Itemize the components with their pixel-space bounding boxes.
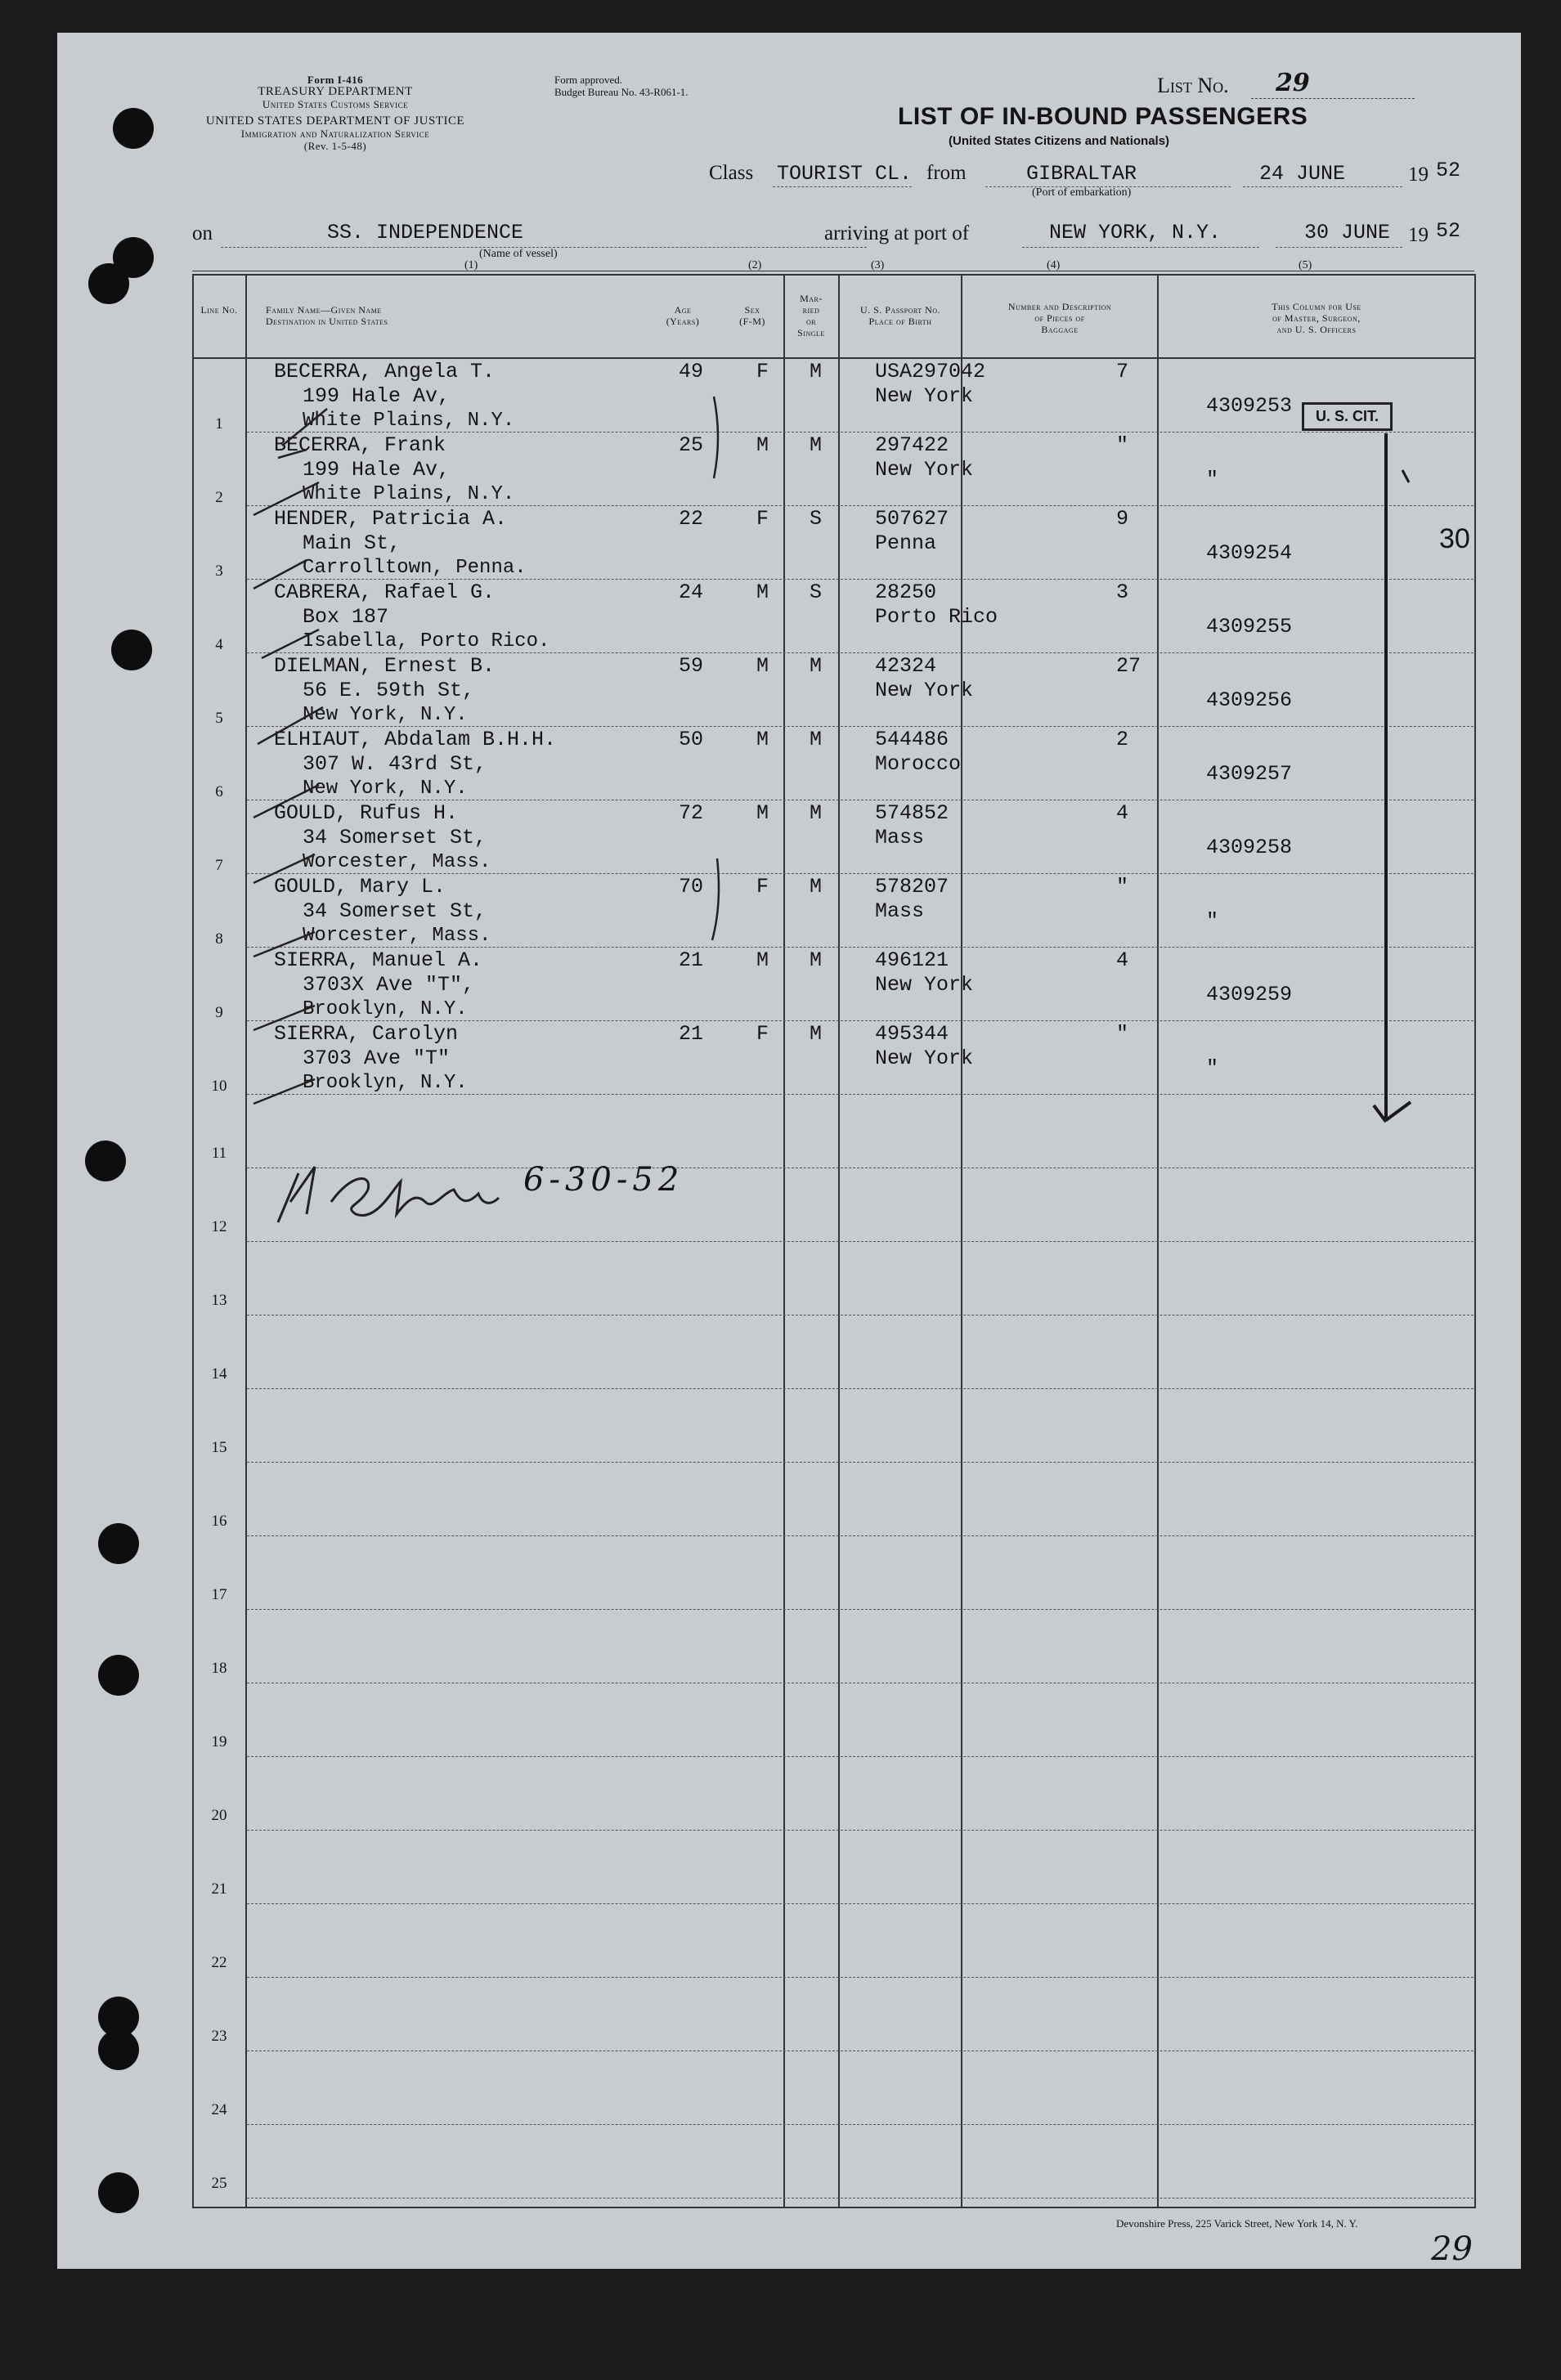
punch-hole <box>98 2172 139 2213</box>
header-age: Age (Years) <box>666 304 700 327</box>
passenger-address-1: 199 Hale Av, <box>303 458 451 482</box>
embark-port: GIBRALTAR <box>1026 162 1137 186</box>
baggage-count: 4 <box>1116 801 1129 825</box>
passenger-name: BECERRA, Frank <box>274 433 446 457</box>
row-rule <box>247 1609 1474 1610</box>
line-number: 14 <box>211 1365 227 1383</box>
passenger-name: HENDER, Patricia A. <box>274 507 508 531</box>
document-subtitle: (United States Citizens and Nationals) <box>949 134 1170 148</box>
officer-number: 4309258 <box>1206 836 1293 859</box>
passenger-sex: F <box>756 875 769 899</box>
form-revision: (Rev. 1-5-48) <box>303 140 367 152</box>
document-title: LIST OF IN-BOUND PASSENGERS <box>898 103 1308 130</box>
passport-number: 28250 <box>875 580 937 604</box>
punch-hole <box>98 2029 139 2070</box>
passenger-address-1: 56 E. 59th St, <box>303 679 475 702</box>
header-baggage: Number and Description of Pieces of Baggage <box>1007 301 1112 335</box>
place-of-birth: Penna <box>875 531 937 555</box>
arrival-port-underline <box>1022 247 1259 248</box>
passenger-age: 50 <box>679 728 704 751</box>
header-passport: U. S. Passport No. Place of Birth <box>859 304 941 327</box>
passenger-age: 59 <box>679 654 704 678</box>
header-married: Mar- ried or Single <box>797 293 825 338</box>
place-of-birth: Mass <box>875 826 925 849</box>
passport-number: 574852 <box>875 801 949 825</box>
row-rule <box>247 1241 1474 1242</box>
line-number: 9 <box>215 1004 223 1021</box>
passenger-age: 21 <box>679 1022 704 1046</box>
place-of-birth: New York <box>875 679 974 702</box>
passenger-address-1: 34 Somerset St, <box>303 899 487 923</box>
passenger-sex: M <box>756 801 769 825</box>
baggage-count: 9 <box>1116 507 1129 531</box>
row-rule <box>247 1462 1474 1463</box>
passenger-address-2: White Plains, N.Y. <box>303 483 515 505</box>
passenger-address-1: Main St, <box>303 531 401 555</box>
line-number: 13 <box>211 1292 227 1309</box>
place-of-birth: Morocco <box>875 752 962 776</box>
line-number: 24 <box>211 2101 227 2118</box>
col-divider-baggage <box>1157 274 1159 2207</box>
passenger-address-1: 199 Hale Av, <box>303 384 451 408</box>
embark-port-caption: (Port of embarkation) <box>1032 186 1132 199</box>
header-officers: This Column for Use of Master, Surgeon, and U. S. Officers <box>1272 301 1361 335</box>
place-of-birth: Porto Rico <box>875 605 998 629</box>
passenger-name: SIERRA, Carolyn <box>274 1022 459 1046</box>
line-number: 25 <box>211 2175 227 2192</box>
margin-number: 30 <box>1439 523 1470 554</box>
row-rule <box>247 1388 1474 1389</box>
passenger-age: 25 <box>679 433 704 457</box>
list-label: List No. <box>1157 74 1229 97</box>
officer-number: 4309253 <box>1206 394 1293 418</box>
place-of-birth: Mass <box>875 899 925 923</box>
punch-hole <box>88 263 129 304</box>
row-rule <box>247 1535 1474 1536</box>
baggage-count: 27 <box>1116 654 1142 678</box>
line-number: 2 <box>215 489 223 506</box>
header-line-no: Line No. <box>200 304 238 316</box>
baggage-count: " <box>1116 1022 1129 1046</box>
officer-number: 4309259 <box>1206 983 1293 1006</box>
col-divider-passport <box>961 274 962 2207</box>
passenger-name: GOULD, Rufus H. <box>274 801 459 825</box>
line-number: 4 <box>215 636 223 653</box>
passenger-sex: F <box>756 360 769 383</box>
passenger-age: 72 <box>679 801 704 825</box>
passenger-marital-status: M <box>810 948 823 972</box>
passenger-name: BECERRA, Angela T. <box>274 360 496 383</box>
line-number: 20 <box>211 1807 227 1824</box>
col-number-1: (1) <box>464 259 478 271</box>
row-rule <box>247 1756 1474 1757</box>
list-number: 29 <box>1276 69 1310 97</box>
table-header-divider <box>192 357 1474 359</box>
passenger-address-2: Carrolltown, Penna. <box>303 557 527 579</box>
col-number-5: (5) <box>1299 259 1312 271</box>
dept-treasury: TREASURY DEPARTMENT <box>258 85 413 98</box>
passenger-address-2: New York, N.Y. <box>303 778 468 800</box>
line-number: 1 <box>215 415 223 433</box>
form-approval <box>554 74 689 98</box>
passenger-age: 22 <box>679 507 704 531</box>
printer-footer: Devonshire Press, 225 Varick Street, New York 14, N. Y. <box>1116 2217 1358 2230</box>
dept-treasury-sub: United States Customs Service <box>262 98 409 110</box>
check-marks <box>221 392 360 1210</box>
passport-number: 578207 <box>875 875 949 899</box>
passport-number: 544486 <box>875 728 949 751</box>
arrival-date-underline <box>1276 247 1402 248</box>
col-divider-married <box>838 274 840 2207</box>
passenger-address-1: Box 187 <box>303 605 389 629</box>
page-mark: 29 <box>1431 2230 1473 2268</box>
baggage-count: " <box>1116 875 1129 899</box>
passenger-marital-status: M <box>810 360 823 383</box>
baggage-count: 3 <box>1116 580 1129 604</box>
embark-date: 24 JUNE <box>1259 162 1346 186</box>
passenger-address-1: 3703 Ave "T" <box>303 1047 451 1070</box>
line-number: 3 <box>215 563 223 580</box>
passenger-marital-status: S <box>810 580 823 604</box>
officer-number: 4309255 <box>1206 615 1293 639</box>
passenger-sex: M <box>756 948 769 972</box>
passport-number: 496121 <box>875 948 949 972</box>
passenger-name: GOULD, Mary L. <box>274 875 446 899</box>
passenger-age: 21 <box>679 948 704 972</box>
passenger-address-2: Isabella, Porto Rico. <box>303 630 550 652</box>
arrival-port: NEW YORK, N.Y. <box>1049 221 1222 244</box>
place-of-birth: New York <box>875 973 974 997</box>
port-underline <box>985 186 1231 187</box>
line-number: 18 <box>211 1660 227 1677</box>
family-bracket-becerra <box>707 392 732 482</box>
approved-text: Form approved. <box>554 74 623 86</box>
passenger-marital-status: M <box>810 654 823 678</box>
form-header-left <box>180 74 491 152</box>
line-number: 15 <box>211 1439 227 1456</box>
passenger-marital-status: M <box>810 875 823 899</box>
passenger-sex: F <box>756 507 769 531</box>
passenger-marital-status: M <box>810 728 823 751</box>
budget-text: Budget Bureau No. 43-R061-1. <box>554 86 689 98</box>
passenger-sex: M <box>756 580 769 604</box>
row-rule <box>247 2124 1474 2125</box>
passport-number: USA297042 <box>875 360 986 383</box>
passenger-address-1: 34 Somerset St, <box>303 826 487 849</box>
arrival-date: 30 JUNE <box>1304 221 1391 244</box>
date-underline <box>1243 186 1402 187</box>
class-underline <box>773 186 912 187</box>
passenger-name: ELHIAUT, Abdalam B.H.H. <box>274 728 557 751</box>
passenger-marital-status: M <box>810 433 823 457</box>
passenger-sex: F <box>756 1022 769 1046</box>
class-label: Class <box>709 162 754 184</box>
place-of-birth: New York <box>875 1047 974 1070</box>
punch-hole <box>85 1141 126 1181</box>
header-sex: Sex (F-M) <box>739 304 765 327</box>
officer-number: 4309256 <box>1206 688 1293 712</box>
passenger-marital-status: M <box>810 801 823 825</box>
passenger-address-2: Brooklyn, N.Y. <box>303 1072 468 1094</box>
passenger-age: 24 <box>679 580 704 604</box>
vessel-caption: (Name of vessel) <box>479 248 558 260</box>
passenger-address-1: 3703X Ave "T", <box>303 973 475 997</box>
signature-date: 6-30-52 <box>523 1161 684 1199</box>
punch-hole <box>111 630 152 670</box>
passenger-marital-status: S <box>810 507 823 531</box>
passenger-address-2: Worcester, Mass. <box>303 925 491 947</box>
stamp-bracket-arrow <box>1325 433 1423 1136</box>
row-rule <box>247 1830 1474 1831</box>
punch-hole <box>98 1523 139 1564</box>
form-number: Form I-416 <box>307 74 364 86</box>
on-label: on <box>192 222 213 244</box>
line-number: 12 <box>211 1218 227 1235</box>
line-number: 8 <box>215 930 223 948</box>
passenger-address-2: Worcester, Mass. <box>303 851 491 873</box>
class-value: TOURIST CL. <box>777 162 913 186</box>
officer-number: 4309254 <box>1206 541 1293 565</box>
line-number: 7 <box>215 857 223 874</box>
baggage-count: 2 <box>1116 728 1129 751</box>
passenger-address-2: Brooklyn, N.Y. <box>303 998 468 1020</box>
line-number: 22 <box>211 1954 227 1971</box>
baggage-count: " <box>1116 433 1129 457</box>
line-number: 11 <box>211 1145 227 1162</box>
col-divider-sex <box>783 274 785 2207</box>
passenger-sex: M <box>756 654 769 678</box>
header-name: Family Name—Given Name Destination in United States <box>266 304 388 327</box>
arriving-label: arriving at port of <box>824 222 970 244</box>
passenger-name: DIELMAN, Ernest B. <box>274 654 496 678</box>
line-number: 23 <box>211 2028 227 2045</box>
dept-justice: UNITED STATES DEPARTMENT OF JUSTICE <box>205 114 465 128</box>
line-number: 19 <box>211 1733 227 1750</box>
passport-number: 495344 <box>875 1022 949 1046</box>
officer-number: 4309257 <box>1206 762 1293 786</box>
col-number-2: (2) <box>748 259 762 271</box>
passenger-address-2: White Plains, N.Y. <box>303 410 515 432</box>
col-divider-name <box>662 274 664 392</box>
passport-number: 297422 <box>875 433 949 457</box>
officer-number: " <box>1206 468 1219 491</box>
passenger-sex: M <box>756 433 769 457</box>
line-number: 17 <box>211 1586 227 1603</box>
passport-number: 42324 <box>875 654 937 678</box>
punch-hole <box>113 108 154 149</box>
place-of-birth: New York <box>875 384 974 408</box>
passenger-name: SIERRA, Manuel A. <box>274 948 483 972</box>
embark-year-prefix: 19 <box>1408 164 1429 186</box>
place-of-birth: New York <box>875 458 974 482</box>
passenger-age: 70 <box>679 875 704 899</box>
punch-hole <box>98 1655 139 1696</box>
dept-justice-sub: Immigration and Naturalization Service <box>240 128 430 140</box>
arrival-year-prefix: 19 <box>1408 224 1429 246</box>
line-number: 21 <box>211 1880 227 1898</box>
line-number: 5 <box>215 710 223 727</box>
list-number-underline <box>1251 98 1415 99</box>
passenger-address-1: 307 W. 43rd St, <box>303 752 487 776</box>
row-rule <box>247 1977 1474 1978</box>
passport-number: 507627 <box>875 507 949 531</box>
arrival-year: 52 <box>1436 219 1461 243</box>
col-number-4: (4) <box>1047 259 1061 271</box>
us-citizen-stamp: U. S. CIT. <box>1302 402 1393 431</box>
from-label: from <box>926 162 967 184</box>
passenger-name: CABRERA, Rafael G. <box>274 580 496 604</box>
passenger-sex: M <box>756 728 769 751</box>
passenger-marital-status: M <box>810 1022 823 1046</box>
line-number: 16 <box>211 1513 227 1530</box>
line-number: 10 <box>211 1078 227 1095</box>
line-number: 6 <box>215 783 223 800</box>
col-number-3: (3) <box>871 259 885 271</box>
officer-number: " <box>1206 1056 1219 1080</box>
baggage-count: 4 <box>1116 948 1129 972</box>
row-rule <box>247 1903 1474 1904</box>
passenger-age: 49 <box>679 360 704 383</box>
vessel-name: SS. INDEPENDENCE <box>327 221 524 244</box>
embark-year: 52 <box>1436 159 1461 182</box>
family-bracket-gould <box>707 854 732 944</box>
manifest-sheet <box>57 33 1521 2269</box>
passenger-address-2: New York, N.Y. <box>303 704 468 726</box>
officer-number: " <box>1206 909 1219 933</box>
baggage-count: 7 <box>1116 360 1129 383</box>
